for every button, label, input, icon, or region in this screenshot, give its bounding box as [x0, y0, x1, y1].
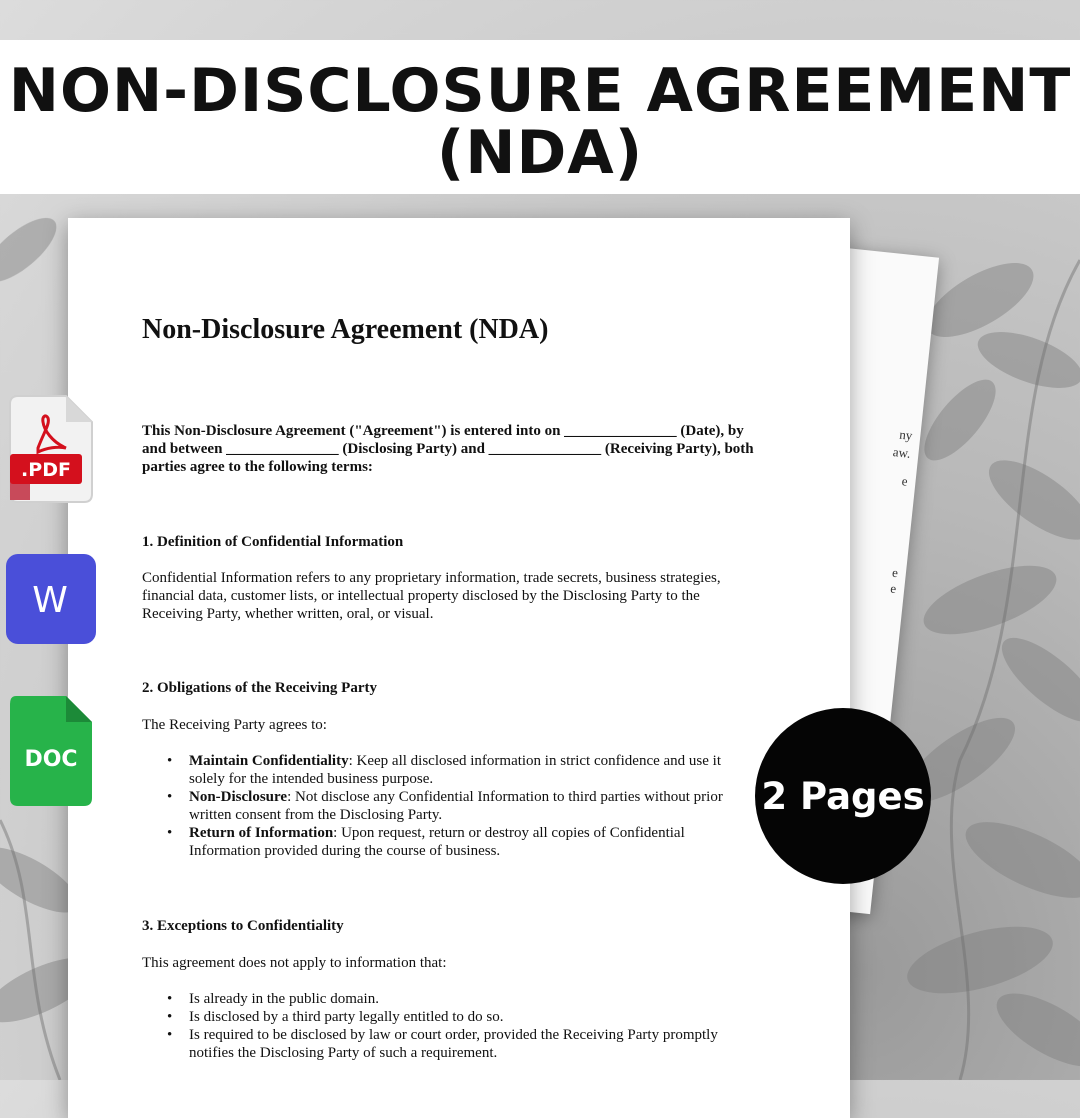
section-3-heading: 3. Exceptions to Confidentiality — [142, 918, 344, 934]
back-page-fragment: e — [901, 473, 909, 489]
item-term: Maintain Confidentiality — [189, 753, 349, 769]
back-page-fragment: aw. — [892, 444, 912, 461]
item-text: : Upon request, return or destroy all copies of Confidential — [333, 825, 685, 841]
banner-title-line2: (NDA) — [436, 118, 644, 188]
section-1-body — [142, 569, 782, 623]
back-page-fragment: ny — [898, 426, 914, 443]
intro-line: parties agree to the following terms: — [142, 459, 373, 475]
list-item — [189, 1026, 782, 1062]
item-text: solely for the intended business purpose. — [189, 771, 434, 787]
item-term: Return of Information — [189, 825, 334, 841]
document-title: Non-Disclosure Agreement (NDA) — [142, 314, 549, 345]
section-3-list — [142, 990, 782, 1062]
list-item — [189, 788, 782, 824]
pdf-icon-label: .PDF — [21, 459, 71, 481]
list-item — [189, 752, 782, 788]
section-2-lead: The Receiving Party agrees to: — [142, 717, 327, 733]
list-item: • Is disclosed by a third party legally entitled to do so. — [189, 1008, 782, 1026]
doc-file-icon — [8, 694, 94, 808]
title-banner — [0, 40, 1080, 194]
body-line: Confidential Information refers to any proprietary information, trade secrets, business strategies, — [142, 570, 721, 586]
item-term: Non-Disclosure — [189, 789, 288, 805]
pdf-file-icon — [8, 394, 94, 504]
intro-line: This Non-Disclosure Agreement ("Agreement") is entered into on _______________ (Date), by — [142, 423, 744, 439]
back-page-fragment: e — [891, 564, 899, 581]
banner-title-line1: NON-DISCLOSURE AGREEMENT — [8, 56, 1072, 126]
item-text: Information provided during the course of business. — [189, 843, 501, 859]
word-icon-label: W — [32, 580, 68, 621]
section-1-heading: 1. Definition of Confidential Information — [142, 534, 404, 550]
intro-line: and between _______________ (Disclosing Party) and _______________ (Receiving Party), both — [142, 441, 754, 457]
body-line: Receiving Party, whether written, oral, or visual. — [142, 606, 434, 622]
word-file-icon — [4, 552, 98, 646]
back-page-fragment: e — [889, 580, 898, 597]
list-item — [189, 824, 782, 860]
section-3-lead: This agreement does not apply to information that: — [142, 955, 447, 971]
item-text: : Keep all disclosed information in strict confidence and use it — [348, 753, 722, 769]
item-text: written consent from the Disclosing Party. — [189, 807, 443, 823]
item-text: Is required to be disclosed by law or court order, provided the Receiving Party promptly — [189, 1027, 718, 1043]
item-text: : Not disclose any Confidential Information to third parties without prior — [287, 789, 723, 805]
pages-badge — [755, 708, 931, 884]
intro-paragraph — [142, 422, 782, 476]
doc-icon-label: DOC — [24, 747, 78, 772]
body-line: financial data, customer lists, or intellectual property disclosed by the Disclosing Party to the — [142, 588, 700, 604]
item-text: notifies the Disclosing Party of such a requirement. — [189, 1045, 498, 1061]
section-2-list — [142, 752, 782, 860]
document-page — [68, 218, 850, 1118]
list-item: • Is already in the public domain. — [189, 990, 782, 1008]
pages-badge-label: 2 Pages — [761, 774, 925, 818]
section-2-heading: 2. Obligations of the Receiving Party — [142, 680, 377, 696]
